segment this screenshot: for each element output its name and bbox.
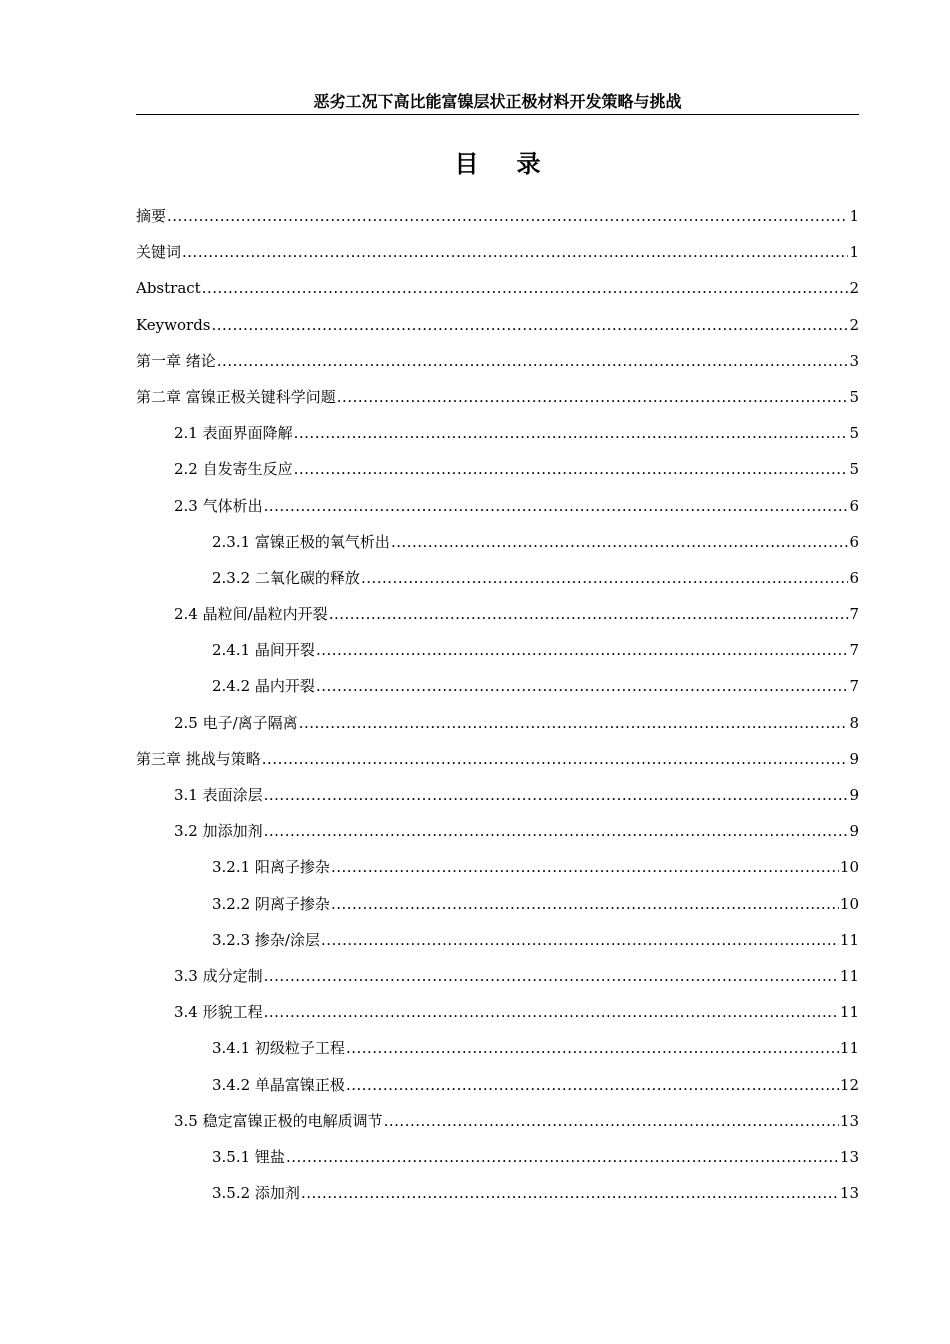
toc-dot-leader	[212, 309, 849, 341]
toc-entry-text: 摘要	[136, 207, 167, 225]
toc-entry[interactable]	[136, 236, 859, 272]
toc-dot-leader	[264, 779, 849, 811]
toc-dot-leader	[384, 1105, 839, 1137]
toc-entry[interactable]	[136, 453, 859, 489]
toc-entry-text: 2.1 表面界面降解	[174, 424, 293, 443]
toc-entry[interactable]	[136, 1069, 859, 1105]
toc-entry[interactable]	[136, 960, 859, 996]
toc-dot-leader	[299, 707, 849, 739]
toc-entry[interactable]	[136, 924, 859, 960]
toc-entry-page: 13	[839, 1147, 859, 1166]
header-rule	[136, 114, 859, 115]
toc-entry-text: 3.2 加添加剂	[174, 822, 263, 841]
table-of-contents	[136, 200, 859, 1213]
toc-entry-page: 12	[839, 1075, 859, 1094]
toc-entry-page: 6	[849, 568, 859, 587]
toc-dot-leader	[202, 272, 849, 304]
toc-entry-page: 10	[839, 858, 859, 877]
toc-entry-text: 2.2 自发寄生反应	[174, 460, 293, 479]
toc-entry[interactable]	[136, 1032, 859, 1068]
toc-entry-text: 3.5.1 锂盐	[212, 1147, 285, 1166]
toc-entry-page: 9	[849, 822, 859, 841]
toc-entry-page: 9	[849, 786, 859, 804]
toc-entry-page: 2	[849, 315, 859, 334]
toc-entry-text: 3.2.3 掺杂/涂层	[212, 930, 320, 949]
toc-entry-text: 关键词	[136, 243, 182, 262]
toc-entry-page: 2	[849, 279, 859, 298]
toc-entry[interactable]	[136, 1177, 859, 1213]
toc-dot-leader	[262, 743, 849, 775]
toc-entry[interactable]	[136, 888, 859, 924]
toc-dot-leader	[346, 1069, 839, 1101]
running-header-title: 恶劣工况下高比能富镍层状正极材料开发策略与挑战	[313, 92, 682, 111]
toc-dot-leader	[361, 562, 849, 594]
toc-entry[interactable]	[136, 707, 859, 743]
toc-entry[interactable]	[136, 381, 859, 417]
toc-entry-page: 1	[849, 207, 859, 225]
toc-entry[interactable]	[136, 1105, 859, 1141]
toc-entry-text: 第二章 富镍正极关键科学问题	[136, 387, 336, 406]
toc-entry-text: 3.4.1 初级粒子工程	[212, 1039, 345, 1058]
toc-entry-text: 2.3.2 二氧化碳的释放	[212, 568, 360, 587]
toc-entry-page: 11	[839, 930, 859, 949]
toc-entry[interactable]	[136, 345, 859, 381]
toc-entry-text: 3.3 成分定制	[174, 966, 263, 985]
toc-entry-page: 7	[849, 605, 859, 624]
toc-entry-text: 2.5 电子/离子隔离	[174, 713, 298, 732]
toc-dot-leader	[264, 960, 839, 992]
toc-entry-page: 11	[839, 1003, 859, 1022]
toc-entry-page: 13	[839, 1111, 859, 1130]
toc-entry[interactable]	[136, 851, 859, 887]
toc-entry-page: 8	[849, 713, 859, 732]
toc-entry-page: 5	[849, 460, 859, 479]
toc-dot-leader	[264, 996, 839, 1028]
toc-dot-leader	[286, 1141, 839, 1173]
toc-dot-leader	[294, 417, 849, 449]
toc-entry-text: 2.4.2 晶内开裂	[212, 677, 315, 696]
toc-entry-text: 3.2.2 阴离子掺杂	[212, 894, 330, 913]
toc-dot-leader	[264, 815, 849, 847]
toc-entry-text: 3.5.2 添加剂	[212, 1184, 300, 1203]
toc-entry-text: 2.4 晶粒间/晶粒内开裂	[174, 605, 328, 624]
toc-dot-leader	[329, 598, 849, 630]
toc-entry[interactable]	[136, 272, 859, 308]
toc-entry-page: 6	[849, 496, 859, 515]
toc-entry-page: 3	[849, 351, 859, 370]
toc-dot-leader	[337, 381, 849, 413]
toc-entry[interactable]	[136, 634, 859, 670]
toc-entry-page: 11	[839, 1039, 859, 1058]
toc-entry[interactable]	[136, 1141, 859, 1177]
toc-entry-text: 3.5 稳定富镍正极的电解质调节	[174, 1111, 383, 1130]
toc-dot-leader	[264, 490, 849, 522]
toc-entry[interactable]	[136, 309, 859, 345]
toc-entry-text: 第三章 挑战与策略	[136, 749, 261, 768]
toc-dot-leader	[182, 236, 848, 268]
toc-entry[interactable]	[136, 598, 859, 634]
toc-dot-leader	[331, 851, 839, 883]
toc-dot-leader	[316, 634, 849, 666]
toc-entry-page: 11	[839, 966, 859, 985]
toc-entry[interactable]	[136, 200, 859, 236]
toc-dot-leader	[301, 1177, 839, 1209]
toc-entry-page: 7	[849, 641, 859, 660]
toc-entry-text: 3.4 形貌工程	[174, 1003, 263, 1022]
toc-dot-leader	[346, 1032, 839, 1064]
toc-entry-text: 3.4.2 单晶富镍正极	[212, 1075, 345, 1094]
toc-entry-page: 6	[849, 532, 859, 551]
toc-entry[interactable]	[136, 490, 859, 526]
toc-entry-text: 3.2.1 阳离子掺杂	[212, 858, 330, 877]
toc-entry[interactable]	[136, 526, 859, 562]
toc-entry-page: 7	[849, 677, 859, 696]
toc-entry-page: 9	[849, 749, 859, 768]
toc-entry[interactable]	[136, 779, 859, 815]
toc-dot-leader	[331, 888, 839, 920]
toc-entry-text: 2.3.1 富镍正极的氧气析出	[212, 532, 390, 551]
toc-dot-leader	[294, 453, 849, 485]
toc-entry-text: 3.1 表面涂层	[174, 786, 263, 804]
toc-entry-text: Keywords	[136, 315, 211, 334]
toc-entry-text: 2.4.1 晶间开裂	[212, 641, 315, 660]
toc-title: 目录	[454, 150, 579, 178]
toc-dot-leader	[217, 345, 849, 377]
toc-entry-text: 第一章 绪论	[136, 351, 216, 370]
toc-entry[interactable]	[136, 815, 859, 851]
toc-dot-leader	[321, 924, 839, 956]
toc-entry[interactable]	[136, 417, 859, 453]
toc-entry-page: 1	[849, 243, 859, 262]
toc-dot-leader	[167, 200, 848, 232]
toc-entry-page: 5	[849, 424, 859, 443]
toc-entry[interactable]	[136, 743, 859, 779]
toc-dot-leader	[316, 670, 849, 702]
toc-entry[interactable]	[136, 670, 859, 706]
toc-dot-leader	[391, 526, 849, 558]
toc-entry-page: 13	[839, 1184, 859, 1203]
toc-entry-page: 5	[849, 387, 859, 406]
toc-entry-text: Abstract	[136, 279, 201, 298]
toc-entry[interactable]	[136, 562, 859, 598]
toc-entry-text: 2.3 气体析出	[174, 496, 263, 515]
toc-entry[interactable]	[136, 996, 859, 1032]
toc-entry-page: 10	[839, 894, 859, 913]
